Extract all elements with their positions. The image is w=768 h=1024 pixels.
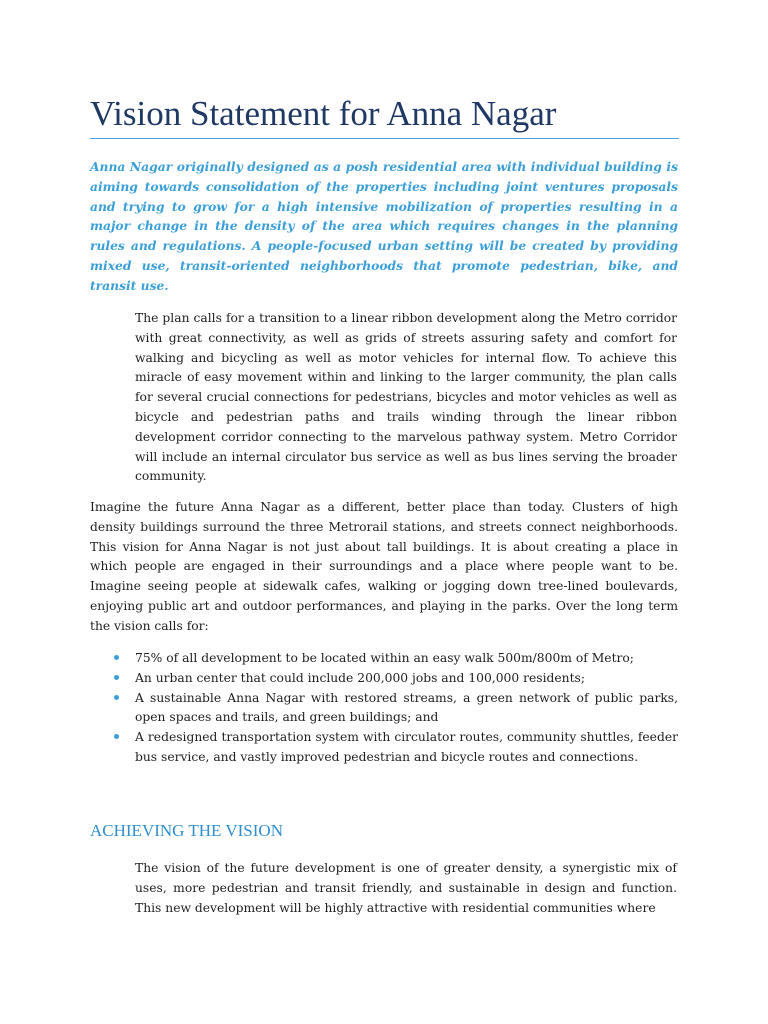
bullet-item	[90, 689, 678, 729]
bullet-text: 75% of all development to be located within an easy walk 500m/800m of Metro;	[135, 651, 634, 665]
body-paragraph-1: The plan calls for a transition to a linear ribbon development along the Metro corridor with great connectivity, as well as grids of streets assuring safety and comfort for walking and bicycling as well as motor vehicles for internal flow. To achieve this miracle of easy movement within and linking to the larger community, the plan calls for several crucial connections for pedestrians, bicycles and motor vehicles as well as bicycle and pedestrian paths and trails winding through the linear ribbon development corridor connecting to the marvelous pathway system. Metro Corridor will include an internal circulator bus service as well as bus lines serving the broader community.	[135, 311, 677, 484]
bullet-item	[90, 669, 678, 689]
section-heading: ACHIEVING THE VISION	[90, 821, 283, 840]
bullet-icon	[114, 695, 119, 700]
body-paragraph-2: Imagine the future Anna Nagar as a different, better place than today. Clusters of high density buildings surround the three Metrorail stations, and streets connect neighborhoods. This vision for Anna Nagar is not just about tall buildings. It is about creating a place in which people are engaged in their surroundings and a place where people want to be. Imagine seeing people at sidewalk cafes, walking or jogging down tree-lined boulevards, enjoying public art and outdoor performances, and playing in the parks. Over the long term the vision calls for:	[90, 500, 678, 633]
lead-paragraph: Anna Nagar originally designed as a posh residential area with individual building is aiming towards consolidation of the properties including joint ventures proposals and trying to grow for a high intensive mobilization of properties resulting in a major change in the density of the area which requires changes in the planning rules and regulations. A people-focused urban setting will be created by providing mixed use, transit-oriented neighborhoods that promote pedestrian, bike, and transit use.	[90, 159, 678, 293]
bullet-icon	[114, 655, 119, 660]
page-title: Vision Statement for Anna Nagar	[90, 94, 557, 133]
vision-bullet-list	[90, 649, 678, 768]
bullet-icon	[114, 734, 119, 739]
title-underline	[90, 138, 679, 139]
bullet-item	[90, 728, 678, 768]
bullet-text: A sustainable Anna Nagar with restored streams, a green network of public parks, open spaces and trails, and green buildings; and	[135, 690, 678, 725]
bullet-item	[90, 649, 678, 669]
bullet-text: An urban center that could include 200,000 jobs and 100,000 residents;	[135, 670, 585, 685]
body-paragraph-3: The vision of the future development is one of greater density, a synergistic mix of uses, more pedestrian and transit friendly, and sustainable in design and function. This new development will be highly attractive with residential communities where	[135, 861, 677, 915]
bullet-icon	[114, 675, 119, 680]
bullet-text: A redesigned transportation system with circulator routes, community shuttles, feeder bus service, and vastly improved pedestrian and bicycle routes and connections.	[135, 730, 678, 764]
